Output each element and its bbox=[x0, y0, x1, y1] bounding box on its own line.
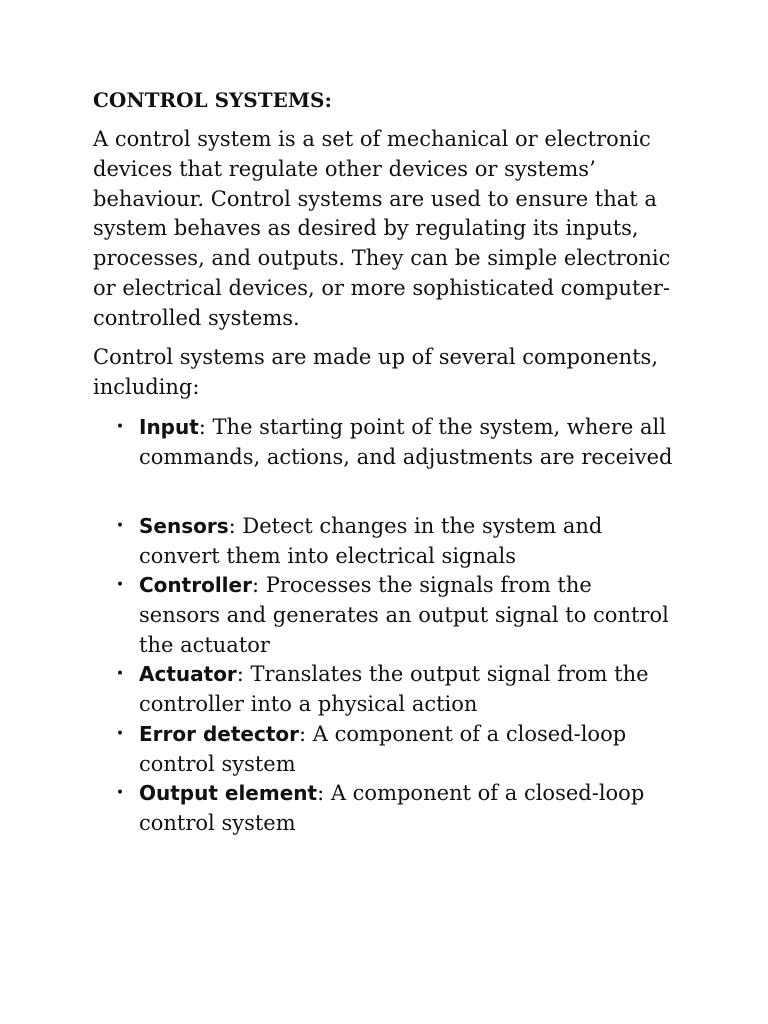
components-intro-paragraph: Control systems are made up of several components, including: bbox=[93, 345, 658, 399]
intro-paragraph: A control system is a set of mechanical or electronic devices that regulate other devices or systems’ behaviour. Control systems are used to ensure that a system behaves as desired by regulating its inputs, processes, and outputs. They can be simple electronic or electrical devices, or more sophisticated computer-controlled systems. bbox=[93, 127, 671, 330]
bullet-icon: • bbox=[115, 726, 125, 742]
component-term: Sensors bbox=[139, 514, 229, 538]
list-item-sensors bbox=[115, 512, 679, 572]
bullet-icon: • bbox=[115, 518, 125, 534]
bullet-icon: • bbox=[115, 419, 125, 435]
bullet-icon: • bbox=[115, 785, 125, 801]
document-heading: CONTROL SYSTEMS: bbox=[93, 88, 332, 112]
component-description: : Processes the signals from the sensors and generates an output signal to control the actuator bbox=[139, 573, 669, 657]
component-description: : Translates the output signal from the controller into a physical action bbox=[139, 662, 649, 716]
component-term: Controller bbox=[139, 573, 252, 597]
bullet-icon: • bbox=[115, 666, 125, 682]
component-term: Actuator bbox=[139, 662, 237, 686]
component-description: : Detect changes in the system and convert them into electrical signals bbox=[139, 514, 603, 568]
component-description: : A component of a closed-loop control system bbox=[139, 781, 645, 835]
component-term: Output element bbox=[139, 781, 318, 805]
component-description: : The starting point of the system, where all commands, actions, and adjustments are received bbox=[139, 415, 673, 469]
component-term: Error detector bbox=[139, 722, 299, 746]
list-item-controller bbox=[115, 571, 679, 660]
list-item-error-detector bbox=[115, 720, 679, 780]
component-term: Input bbox=[139, 415, 199, 439]
list-item-output-element bbox=[115, 779, 679, 839]
component-description: : A component of a closed-loop control system bbox=[139, 722, 627, 776]
list-item-input bbox=[115, 413, 679, 473]
bullet-icon: • bbox=[115, 577, 125, 593]
list-item-actuator bbox=[115, 660, 679, 720]
